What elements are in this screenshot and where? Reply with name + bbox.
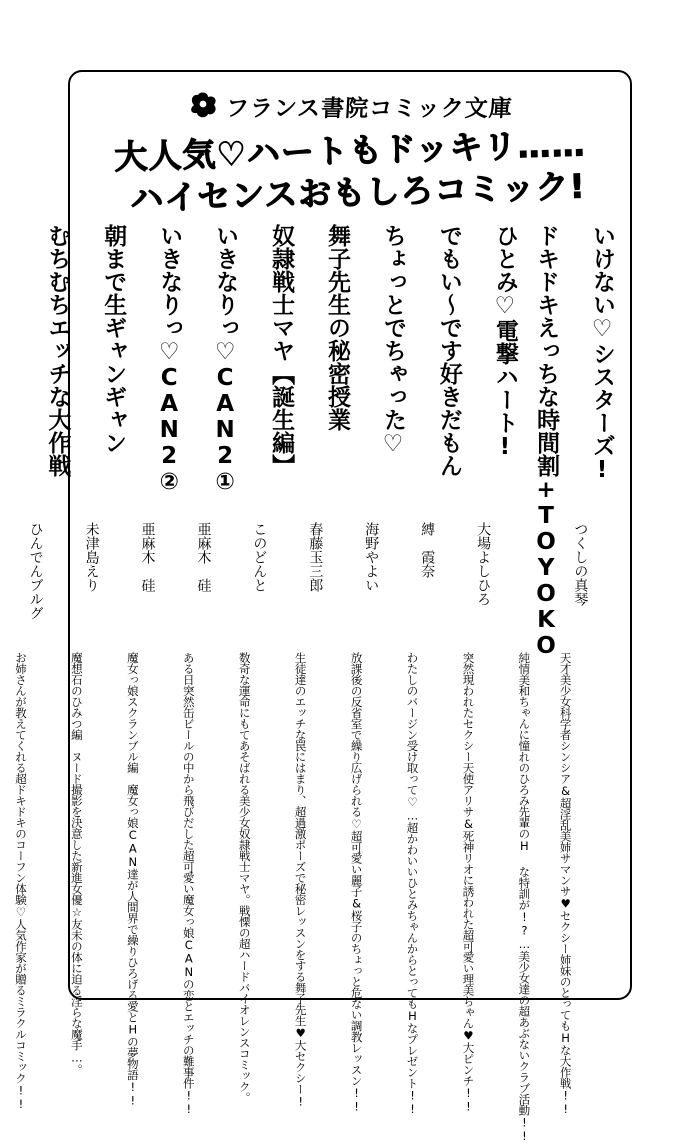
book-author: つくしの真琴 (572, 522, 589, 606)
headline-line-2: ハイセンスおもしろコミック! (129, 166, 587, 219)
book-description: ある日突然缶ビールの中から飛びだした超可愛い魔女っ娘CANの恋とエッチの難事件!! (181, 652, 196, 1116)
book-author: 縛 霞奈 (419, 522, 436, 578)
flower-logo-icon (188, 91, 222, 121)
headline-block (70, 124, 630, 219)
book-description: 数奇な運命にもてあそばれる美少女奴隷戦士マヤ。戦慄の超ハードバイオレンスコミック。 (237, 652, 252, 1103)
list-item (461, 222, 518, 1113)
book-description: わたしのバージン受け取って♡…超かわいいひとみちゃんからとってもHなプレゼント!! (405, 652, 420, 1116)
book-description: 魔想石のひみつ編 ヌード撮影を決意した新進女優☆友未の体に迫る淫らな魔手…。 (69, 652, 84, 1075)
book-title: 奴隷戦士マヤ【誕生編】 (268, 224, 295, 477)
book-author: 未津島えり (83, 522, 100, 592)
book-description: 生徒達のエッチな罠にはまり、超過激ポーズで秘密レッスンをする舞子先生♥大セクシー! (293, 652, 308, 1108)
book-author: 大場よしひろ (475, 522, 492, 606)
book-description: 突然現われたセクシー天使アリサ&死神リオに誘われた超可愛い理美ちゃん♥大ピンチ!! (461, 652, 476, 1113)
list-item (405, 222, 462, 1116)
book-title: ちょっとでちゃった♡ (379, 224, 406, 457)
book-description: 純情美和ちゃんに憧れのひろみ先輩のH な特訓が!?…美少女達の超あぶないクラブ活動!! (517, 652, 532, 1143)
book-author: このどんと (251, 522, 268, 592)
book-description: 魔女っ娘スクランブル編 魔女っ娘CAN達が人間界で繰りひろげる愛とHの夢物語!! (125, 652, 140, 1107)
list-item (125, 222, 183, 1107)
list-item (558, 222, 615, 1116)
title-list (13, 222, 615, 1143)
headline-line-1: 大人気♡ハートもドッキリ…… (113, 124, 587, 177)
publisher-name: フランス書院コミック文庫 (224, 95, 513, 122)
list-item (517, 222, 560, 1143)
list-item (237, 222, 295, 1103)
book-author: 亜麻木 硅 (139, 522, 156, 592)
list-item (349, 222, 406, 1113)
book-title: 舞子先生の秘密授業 (324, 224, 350, 431)
list-item (69, 222, 127, 1075)
book-author: ひんでんブルグ (27, 522, 44, 620)
book-title: いけない♡シスターズ! (589, 224, 615, 483)
book-description: 放課後の反省室で繰り広げられる♡超可愛い麗子&桜子のちょっと危ない調教レッスン!! (349, 652, 364, 1113)
book-description: お姉さんが教えてくれる超ドキドキのコーフン体験♡人気作家が贈るミラクルコミック!! (13, 652, 28, 1111)
book-author: 春藤玉三郎 (307, 522, 324, 592)
book-author: 海野やよい (363, 522, 380, 592)
publisher-logo (70, 86, 630, 126)
list-item (13, 222, 71, 1111)
list-item (181, 222, 239, 1116)
list-item (293, 222, 350, 1108)
book-author: 亜麻木 硅 (195, 522, 212, 592)
book-title: いきなりっ♡CAN2② (156, 224, 183, 495)
book-title: ひとみ♡電撃ハート! (491, 224, 518, 460)
book-title: むちむちエッチな大作戦 (44, 224, 71, 477)
book-title: でもい～です好きだもん (435, 224, 462, 477)
book-title: いきなりっ♡CAN2① (212, 224, 239, 495)
book-description: 天才美少女科学者シンシア&超淫乱美姉サマンサ♥セクシー姉妹のとってもHな大作戦!! (558, 652, 573, 1116)
advertisement-frame (13, 70, 632, 1143)
book-title: ドキドキえっちな時間割+TOYOKO (533, 224, 560, 659)
book-title: 朝まで生ギャンギャン (100, 224, 127, 454)
